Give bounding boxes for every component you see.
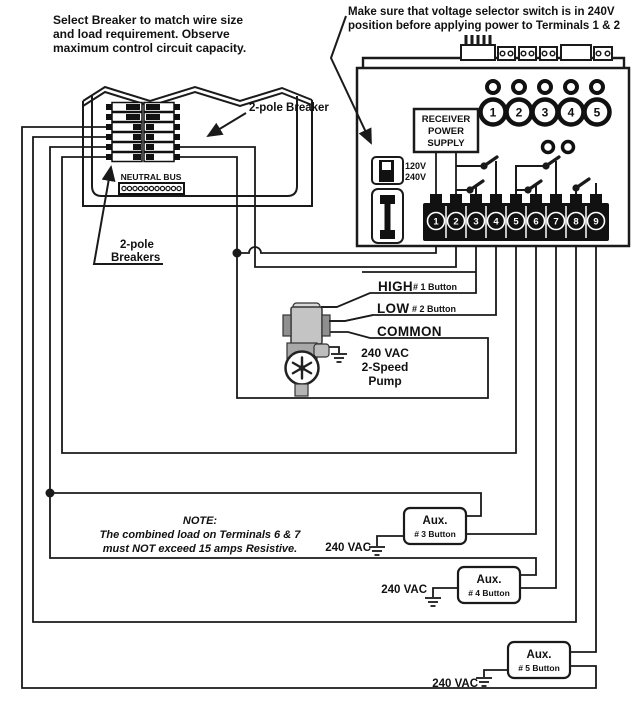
wire-aux4-supply xyxy=(433,588,458,597)
breaker-block xyxy=(106,103,180,162)
select-breaker-line1: Select Breaker to match wire size xyxy=(53,13,244,27)
wire-aux5-supply xyxy=(484,670,508,677)
wire-pump-low-stub xyxy=(329,315,373,321)
terminal-strip xyxy=(423,194,609,241)
aux4-title: Aux. xyxy=(476,574,502,586)
fuse xyxy=(372,189,403,243)
terminal-2: 2 xyxy=(453,216,459,228)
aux5-sub: # 5 Button xyxy=(518,663,560,673)
breaker-label-arrow xyxy=(208,113,246,136)
aux3-sub: # 3 Button xyxy=(414,529,456,539)
neutral-bus-label: NEUTRAL BUS xyxy=(120,172,182,182)
breakers-multi-line1: 2-pole xyxy=(120,239,154,251)
pump-label-line3: Pump xyxy=(368,374,402,388)
aux4-sub: # 4 Button xyxy=(468,588,510,598)
low-label: LOW xyxy=(377,301,410,316)
wire-terminal-7 xyxy=(520,241,556,588)
top-connectors xyxy=(461,35,612,60)
button-4-number: 4 xyxy=(567,105,575,120)
aux4-supply-label: 240 VAC xyxy=(381,584,427,596)
buttons xyxy=(481,100,610,125)
note-line2: The combined load on Terminals 6 & 7 xyxy=(99,529,301,541)
terminal-8: 8 xyxy=(573,216,579,228)
aux3-title: Aux. xyxy=(422,515,448,527)
wire-terminal-9 xyxy=(570,241,596,652)
high-button-label: # 1 Button xyxy=(413,282,457,292)
terminal-6: 6 xyxy=(533,216,539,228)
wire-pump-ground xyxy=(329,347,339,353)
wire-pump-high xyxy=(321,241,476,307)
wire-pump-common xyxy=(237,253,488,398)
pump-illustration xyxy=(283,303,373,396)
ground-symbol-pump xyxy=(331,354,347,362)
aux3-supply-label: 240 VAC xyxy=(325,542,371,554)
terminal-1: 1 xyxy=(433,216,439,228)
breakers-multi-line2: Breakers xyxy=(111,252,161,264)
terminal-7: 7 xyxy=(553,216,559,228)
button-2-number: 2 xyxy=(515,105,523,120)
voltage-option-120: 120V xyxy=(405,161,427,171)
connector-pins xyxy=(466,35,490,45)
neutral-bus-bar xyxy=(119,183,184,194)
button-5-number: 5 xyxy=(593,105,601,120)
terminal-3: 3 xyxy=(473,216,479,228)
power-supply-line3: SUPPLY xyxy=(427,138,465,149)
aux5-box xyxy=(508,642,570,678)
voltage-option-240: 240V xyxy=(405,172,427,182)
terminal-9: 9 xyxy=(593,216,599,228)
terminal-5: 5 xyxy=(513,216,519,228)
pump-outlet xyxy=(295,384,308,396)
voltage-selector-switch xyxy=(372,157,403,184)
pump-label-line1: 240 VAC xyxy=(361,346,409,360)
junction-dot-common xyxy=(233,249,242,258)
breaker-column-left xyxy=(106,103,142,162)
wire-aux3-supply xyxy=(377,536,404,546)
voltage-warning-line2: position before applying power to Terminals 1 & 2 xyxy=(348,20,620,32)
select-breaker-line2: and load requirement. Observe xyxy=(53,27,230,41)
aux5-title: Aux. xyxy=(526,649,552,661)
ground-symbol-aux5 xyxy=(476,678,492,686)
receiver-unit xyxy=(357,35,629,246)
note-line3: must NOT exceed 15 amps Resistive. xyxy=(102,543,298,555)
ground-symbol-aux3 xyxy=(369,547,385,555)
terminal-4: 4 xyxy=(493,216,499,228)
breaker-single-label: 2-pole Breaker xyxy=(249,102,329,114)
power-supply-line1: RECEIVER xyxy=(421,114,471,125)
note-title: NOTE: xyxy=(182,515,218,527)
junction-dot-aux3 xyxy=(46,489,55,498)
ground-symbol-aux4 xyxy=(425,598,441,606)
voltage-warning-line1: Make sure that voltage selector switch is in 240V xyxy=(348,6,615,18)
power-supply-line2: POWER xyxy=(428,126,464,137)
select-breaker-line3: maximum control circuit capacity. xyxy=(53,41,247,55)
aux5-supply-label: 240 VAC xyxy=(432,678,478,690)
aux4-box xyxy=(458,567,520,603)
breaker-column-right xyxy=(144,103,180,162)
button-1-number: 1 xyxy=(489,105,497,120)
low-button-label: # 2 Button xyxy=(412,304,456,314)
pump-motor xyxy=(291,307,322,344)
common-label: COMMON xyxy=(377,324,442,339)
high-label: HIGH xyxy=(378,279,413,294)
button-3-number: 3 xyxy=(541,105,549,120)
pump-label-line2: 2-Speed xyxy=(361,360,409,374)
aux3-box xyxy=(404,508,466,544)
